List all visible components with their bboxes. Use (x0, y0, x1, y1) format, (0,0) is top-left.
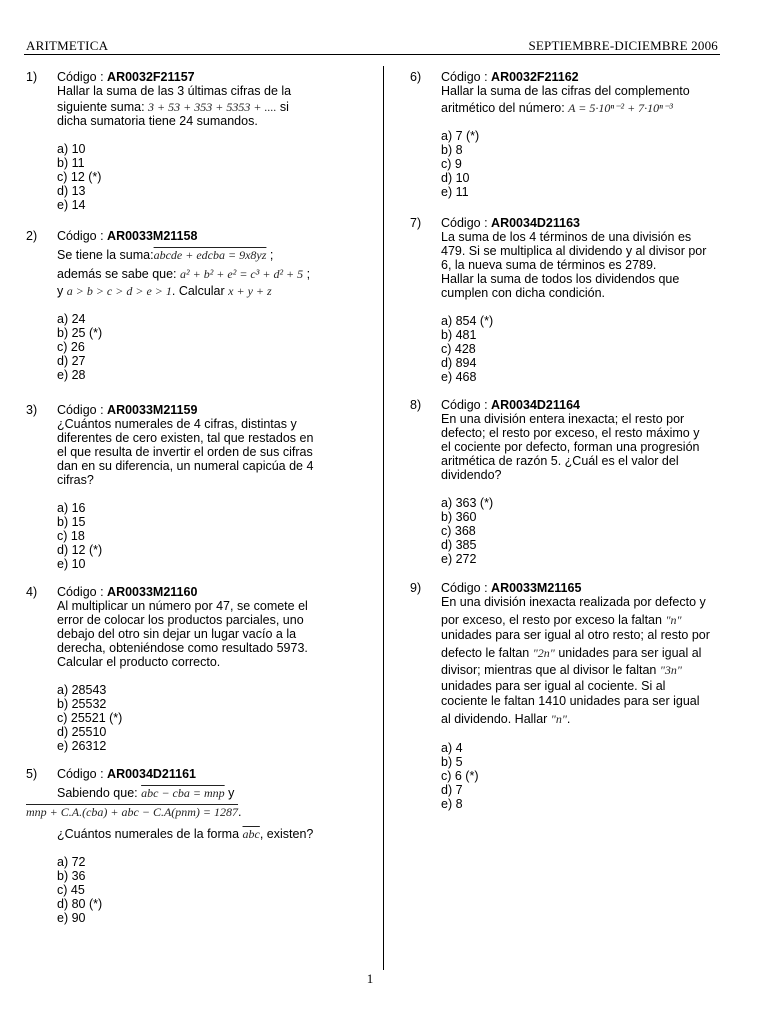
math-expression: 3 + 53 + 353 + 5353 + .... (148, 100, 277, 114)
statement-text: ¿Cuántos numerales de la forma (57, 827, 240, 841)
code-label: Código : (57, 403, 104, 417)
option-a[interactable]: a) 28543 (57, 683, 107, 697)
code-value: AR0034D21164 (491, 398, 581, 412)
options-list (441, 314, 750, 384)
option-a[interactable]: a) 7 (*) (441, 129, 480, 143)
option-d[interactable]: d) 27 (57, 354, 86, 368)
option-c[interactable]: c) 25521 (*) (57, 711, 123, 725)
option-a[interactable]: a) 72 (57, 855, 86, 869)
options-list (57, 312, 371, 382)
option-b[interactable]: b) 481 (441, 328, 477, 342)
statement-line: dicha sumatoria tiene 24 sumandos. (57, 114, 258, 128)
option-c[interactable]: c) 9 (441, 157, 462, 171)
statement-line: unidades para ser igual al cociente. Si al (441, 678, 666, 693)
question-number: 4) (26, 585, 38, 599)
option-c[interactable]: c) 45 (57, 883, 85, 897)
statement-text: Se tiene la suma: (57, 248, 154, 262)
code-value: AR0033M21158 (107, 229, 198, 243)
statement-text: aritmético del número: (441, 101, 565, 115)
option-b[interactable]: b) 36 (57, 869, 86, 883)
statement-text: y (57, 284, 64, 298)
question-code (57, 767, 371, 781)
option-d[interactable]: d) 385 (441, 538, 477, 552)
statement-text: y (228, 786, 235, 800)
option-d[interactable]: d) 80 (*) (57, 897, 103, 911)
statement-text: ; (269, 248, 274, 262)
question-code (441, 398, 750, 412)
statement-line (57, 786, 371, 800)
option-c[interactable]: c) 26 (57, 340, 85, 354)
question-number: 1) (26, 70, 38, 84)
options-list (57, 855, 371, 925)
question-2 (26, 229, 371, 382)
statement-line (26, 805, 371, 819)
math-expression: mnp + C.A.(cba) + abc − C.A(pnm) = 1287 (26, 805, 239, 819)
code-value: AR0034D21163 (491, 216, 581, 230)
math-expression: "2n" (532, 645, 555, 660)
option-e[interactable]: e) 90 (57, 911, 86, 925)
code-label: Código : (57, 585, 104, 599)
math-expression: A = 5·10ⁿ⁻² + 7·10ⁿ⁻³ (568, 101, 673, 115)
statement-line: el cociente por defecto, forman una progresión (441, 440, 700, 454)
math-expression: a > b > c > d > e > 1 (66, 284, 172, 298)
option-e[interactable]: e) 11 (441, 185, 469, 199)
question-number: 8) (410, 398, 422, 412)
question-code (441, 70, 750, 84)
question-number: 2) (26, 229, 38, 243)
question-number: 5) (26, 767, 38, 781)
header-rule (24, 54, 720, 55)
options-list (57, 683, 371, 753)
math-expression: $\overline{abc}$ (242, 827, 260, 841)
statement-text: . Calcular (171, 284, 225, 298)
question-7 (410, 216, 750, 384)
option-e[interactable]: e) 10 (57, 557, 86, 571)
statement-text: al dividendo. Hallar (441, 711, 548, 726)
question-code (441, 216, 750, 230)
question-number: 9) (410, 581, 422, 595)
option-c[interactable]: c) 6 (*) (441, 769, 479, 783)
statement-line (57, 284, 371, 298)
statement-line (441, 712, 750, 728)
code-value: AR0034D21161 (107, 767, 197, 781)
option-a[interactable]: a) 16 (57, 501, 86, 515)
statement-line: Hallar la suma de todos los dividendos que (441, 272, 680, 286)
code-value: AR0032F21157 (107, 70, 195, 84)
option-c[interactable]: c) 428 (441, 342, 476, 356)
option-e[interactable]: e) 26312 (57, 739, 107, 753)
option-b[interactable]: b) 11 (57, 156, 85, 170)
code-value: AR0032F21162 (491, 70, 579, 84)
option-d[interactable]: d) 13 (57, 184, 86, 198)
code-value: AR0033M21160 (107, 585, 198, 599)
statement-text: si (279, 100, 289, 114)
options-list (441, 496, 750, 566)
code-label: Código : (441, 581, 488, 595)
math-expression: "n" (665, 612, 682, 627)
statement-line: aritmética de razón 5. ¿Cuál es el valor del (441, 454, 679, 468)
statement-line: error de colocar los productos parciales, uno (57, 613, 304, 627)
option-b[interactable]: b) 15 (57, 515, 86, 529)
code-value: AR0033M21159 (107, 403, 198, 417)
option-e[interactable]: e) 468 (441, 370, 477, 384)
option-d[interactable]: d) 12 (*) (57, 543, 103, 557)
option-c[interactable]: c) 12 (*) (57, 170, 102, 184)
options-list (441, 741, 750, 811)
option-a[interactable]: a) 854 (*) (441, 314, 494, 328)
statement-line: Al multiplicar un número por 47, se comete el (57, 599, 308, 613)
option-b[interactable]: b) 5 (441, 755, 463, 769)
option-c[interactable]: c) 368 (441, 524, 476, 538)
statement-line: cifras? (57, 473, 94, 487)
statement-line: En una división inexacta realizada por defecto y (441, 595, 706, 609)
statement-line: Hallar la suma de las cifras del complemento (441, 84, 690, 98)
option-e[interactable]: e) 272 (441, 552, 477, 566)
statement-line: cumplen con dicha condición. (441, 286, 605, 300)
question-5 (26, 767, 371, 925)
options-list (441, 129, 750, 199)
math-expression: "n" (550, 711, 567, 726)
page-number: 1 (366, 971, 374, 986)
statement-text: divisor; mientras que al divisor le faltan (441, 663, 657, 677)
question-9 (410, 581, 750, 811)
option-a[interactable]: a) 363 (*) (441, 496, 494, 510)
statement-text: por exceso, el resto por exceso la faltan (441, 612, 662, 627)
statement-line (441, 101, 750, 115)
math-expression: abcde + edcba = 9x8yz (153, 248, 267, 262)
question-6 (410, 70, 750, 199)
statement-line: La suma de los 4 términos de una división es (441, 230, 692, 244)
question-number: 3) (26, 403, 38, 417)
statement-line: 479. Si se multiplica al dividendo y al divisor por (441, 244, 707, 258)
statement-line: debajo del otro sin dejar un lugar vacío a la (57, 627, 297, 641)
statement-line: Calcular el producto correcto. (57, 655, 221, 669)
option-d[interactable]: d) 7 (441, 783, 463, 797)
option-d[interactable]: d) 894 (441, 356, 477, 370)
code-value: AR0033M21165 (491, 581, 582, 595)
statement-line (57, 100, 371, 114)
question-1 (26, 70, 371, 212)
option-a[interactable]: a) 4 (441, 741, 463, 755)
statement-line (57, 248, 371, 262)
math-expression: abc − cba = mnp (141, 786, 225, 800)
column-divider (383, 66, 384, 970)
statement-line: defecto; el resto por exceso, el resto máximo y (441, 426, 700, 440)
statement-line (441, 663, 750, 679)
option-b[interactable]: b) 25532 (57, 697, 107, 711)
question-number: 7) (410, 216, 422, 230)
option-e[interactable]: e) 28 (57, 368, 86, 382)
question-code (57, 585, 371, 599)
statement-line (441, 613, 750, 629)
question-3 (26, 403, 371, 571)
option-d[interactable]: d) 25510 (57, 725, 107, 739)
options-list (57, 501, 371, 571)
option-e[interactable]: e) 14 (57, 198, 86, 212)
math-expression: x + y + z (228, 284, 272, 298)
statement-text: . (238, 805, 242, 819)
statement-text: . (566, 711, 571, 726)
statement-line (57, 267, 371, 281)
statement-line: dan en su diferencia, un numeral capicúa de 4 (57, 459, 314, 473)
question-code (57, 403, 371, 417)
statement-line: dividendo? (441, 468, 502, 482)
statement-line: cociente le faltan 1410 unidades para ser igual (441, 694, 700, 708)
statement-line (441, 646, 750, 662)
code-label: Código : (57, 70, 104, 84)
header-subject: ARITMETICA (26, 38, 109, 53)
statement-text: ; (306, 267, 311, 281)
math-expression: "3n" (659, 663, 682, 677)
statement-text: siguiente suma: (57, 100, 145, 114)
statement-text: unidades para ser igual al (558, 645, 702, 660)
statement-line: diferentes de cero existen, tal que restados en (57, 431, 314, 445)
statement-line: Hallar la suma de las 3 últimas cifras de la (57, 84, 292, 98)
statement-line (57, 827, 371, 841)
code-label: Código : (57, 229, 104, 243)
statement-text: además se sabe que: (57, 267, 177, 281)
option-a[interactable]: a) 24 (57, 312, 86, 326)
option-b[interactable]: b) 8 (441, 143, 463, 157)
option-a[interactable]: a) 10 (57, 142, 86, 156)
option-b[interactable]: b) 360 (441, 510, 477, 524)
statement-line: el que resulta de invertir el orden de sus cifras (57, 445, 313, 459)
question-code (441, 581, 750, 595)
statement-line: ¿Cuántos numerales de 4 cifras, distintas y (57, 417, 297, 431)
question-code (57, 70, 371, 84)
question-8 (410, 398, 750, 566)
code-label: Código : (57, 767, 104, 781)
question-code (57, 229, 371, 243)
header-period: SEPTIEMBRE-DICIEMBRE 2006 (528, 38, 718, 53)
code-label: Código : (441, 70, 488, 84)
math-expression: a² + b² + e² = c³ + d² + 5 (180, 267, 304, 281)
statement-line: unidades para ser igual al otro resto; al resto por (441, 628, 710, 642)
question-number: 6) (410, 70, 422, 84)
code-label: Código : (441, 216, 488, 230)
statement-line: 6, la nueva suma de términos es 2789. (441, 258, 657, 272)
statement-line: En una división entera inexacta; el resto por (441, 412, 685, 426)
option-c[interactable]: c) 18 (57, 529, 85, 543)
options-list (57, 142, 371, 212)
option-b[interactable]: b) 25 (*) (57, 326, 103, 340)
statement-line: derecha, obteniéndose como resultado 5973. (57, 641, 308, 655)
statement-text: defecto le faltan (441, 645, 530, 660)
question-4 (26, 585, 371, 753)
option-e[interactable]: e) 8 (441, 797, 463, 811)
statement-text: , existen? (259, 827, 314, 841)
option-d[interactable]: d) 10 (441, 171, 470, 185)
statement-text: Sabiendo que: (57, 786, 138, 800)
code-label: Código : (441, 398, 488, 412)
